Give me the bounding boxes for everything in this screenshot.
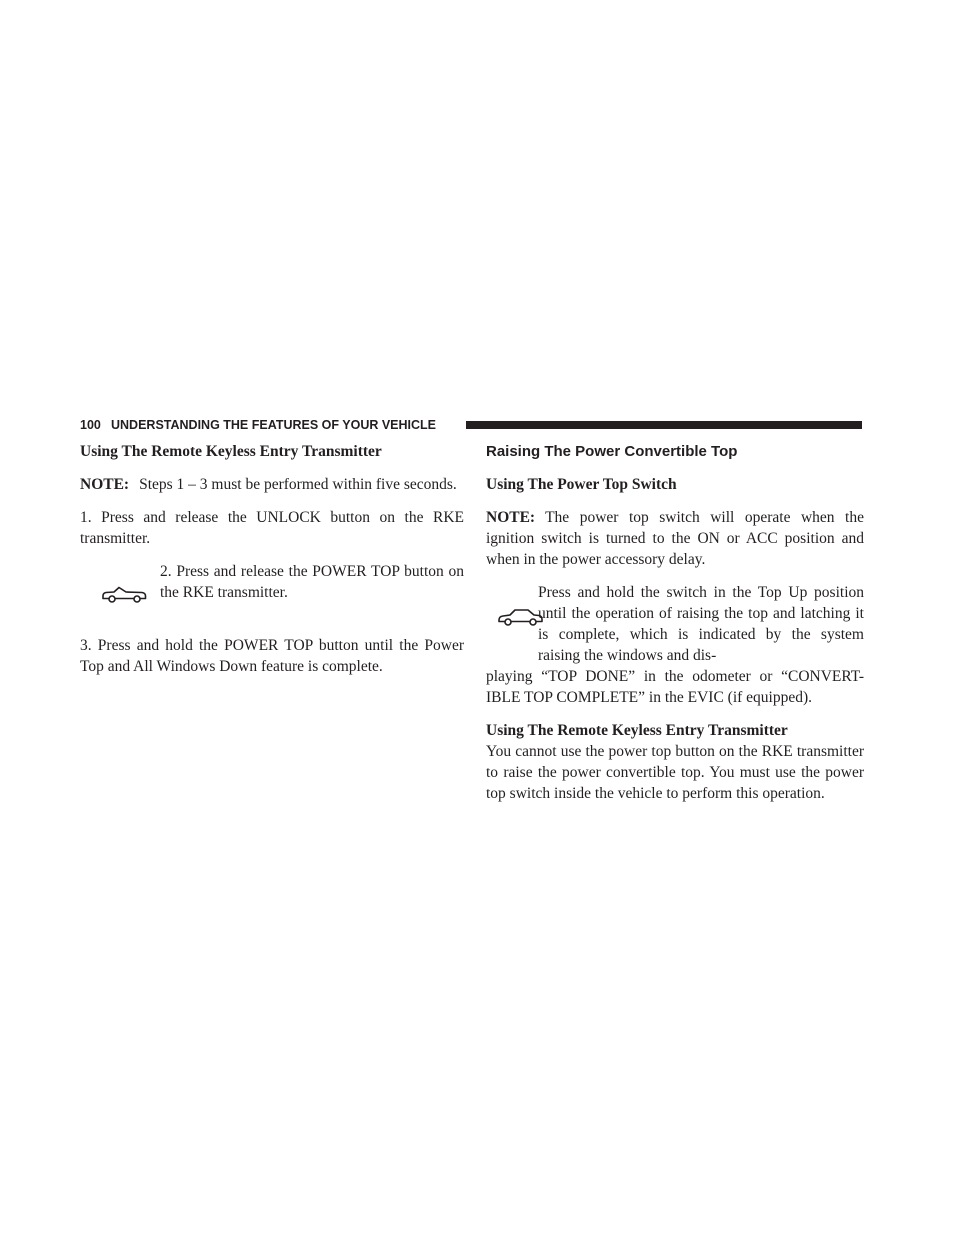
header-rule: [466, 421, 862, 429]
rke-heading-right: Using The Remote Keyless Entry Transmitter: [486, 722, 788, 739]
step-3: 3. Press and hold the POWER TOP button until the Power Top and All Windows Down feature is complete.: [80, 637, 464, 675]
note-paragraph: [80, 474, 464, 495]
power-top-switch-heading: Using The Power Top Switch: [486, 476, 677, 493]
note-label: NOTE:: [486, 509, 536, 526]
right-column: [486, 441, 864, 816]
convertible-top-up-icon: [496, 606, 544, 634]
page-number: 100: [80, 418, 101, 432]
note-text: Steps 1 – 3 must be performed within five seconds.: [139, 476, 457, 493]
top-up-continued: playing “TOP DONE” in the odometer or “CONVERT-IBLE TOP COMPLETE” in the EVIC (if equipped).: [486, 668, 864, 706]
rke-heading: Using The Remote Keyless Entry Transmitter: [80, 443, 382, 460]
raising-top-heading: Raising The Power Convertible Top: [486, 443, 738, 460]
top-up-text: Press and hold the switch in the Top Up position until the operation of raising the top and latching it is complete, which is indicated by the system raising the windows and dis-: [538, 584, 864, 664]
left-column: [80, 441, 464, 689]
page-header: [80, 417, 862, 433]
convertible-top-down-icon: [100, 583, 148, 611]
rke-paragraph: You cannot use the power top button on the RKE transmitter to raise the power convertible top. You must use the power top switch inside the vehicle to perform this operation.: [486, 743, 864, 802]
note-label: NOTE:: [80, 476, 130, 493]
top-up-row: [486, 582, 864, 666]
section-title: UNDERSTANDING THE FEATURES OF YOUR VEHICLE: [111, 418, 437, 432]
step-2: 2. Press and release the POWER TOP button on the RKE transmitter.: [160, 563, 464, 601]
note-text: The power top switch will operate when the ignition switch is turned to the ON or ACC position and when in the power accessory delay.: [486, 509, 864, 568]
step-2-row: [80, 561, 464, 623]
step-1: 1. Press and release the UNLOCK button on the RKE transmitter.: [80, 509, 464, 547]
note-paragraph: [486, 507, 864, 570]
